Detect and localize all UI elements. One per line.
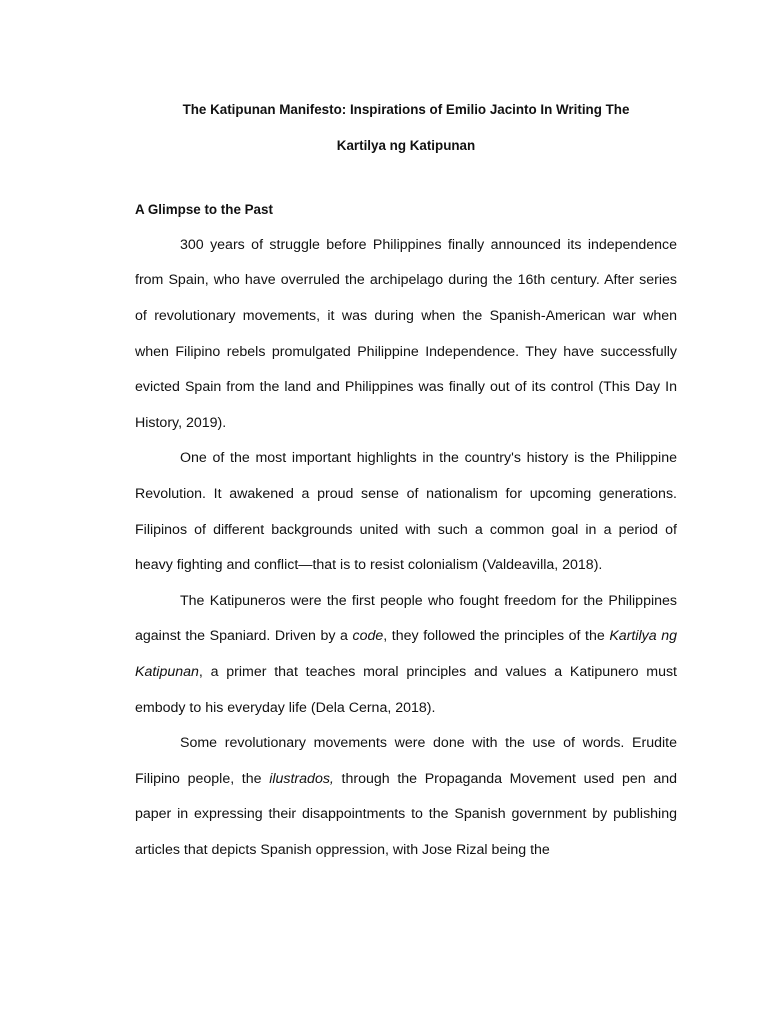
section-heading: A Glimpse to the Past bbox=[135, 202, 273, 218]
paragraph-3-text-c: , they followed the principles of the bbox=[383, 628, 610, 645]
paragraph-1: 300 years of struggle before Philippines finally announced its independence from Spain, who have overruled the archipelago during the 16th century. After series of revolutionary movements, it was during when the Spanish-American war when when Filipino rebels promulgated Philippine Independence. They have successfully evicted Spain from the land and Philippines was finally out of its control (This Day In History, 2019). bbox=[135, 236, 677, 431]
document-title bbox=[135, 92, 677, 163]
paragraph-4-italic-ilustrados: ilustrados, bbox=[269, 770, 334, 787]
paragraph-3 bbox=[135, 584, 677, 726]
paragraph-4-text-a: Some revolutionary movements were done with the use of words. Erudite Filipino people, the bbox=[135, 735, 677, 787]
paragraph-3-text-e: , a primer that teaches moral principles and values a Katipunero must embody to his everyday life (Dela Cerna, 2018). bbox=[135, 663, 677, 716]
paragraph-2: One of the most important highlights in the country's history is the Philippine Revolution. It awakened a proud sense of nationalism for upcoming generations. Filipinos of different backgrounds united with such a common goal in a period of heavy fighting and conflict—that is to resist colonialism (Valdeavilla, 2018). bbox=[135, 450, 677, 574]
paragraph-3-italic-code: code bbox=[352, 628, 384, 645]
title-line-1: The Katipunan Manifesto: Inspirations of Emilio Jacinto In Writing The bbox=[182, 102, 630, 117]
document-page bbox=[135, 92, 677, 868]
title-line-2: Kartilya ng Katipunan bbox=[336, 137, 476, 153]
paragraph-4-text-c: through the Propaganda Movement used pen and paper in expressing their disappointments to the Spanish government by publishing articles that depicts Spanish oppression, with Jose Rizal being the bbox=[135, 770, 677, 858]
paragraph-4 bbox=[135, 726, 677, 868]
paragraph-3-italic-kartilya: Kartilya ng Katipunan bbox=[135, 628, 678, 680]
paragraph-3-text-a: The Katipuneros were the first people who fought freedom for the Philippines against the Spaniard. Driven by a bbox=[135, 592, 677, 645]
